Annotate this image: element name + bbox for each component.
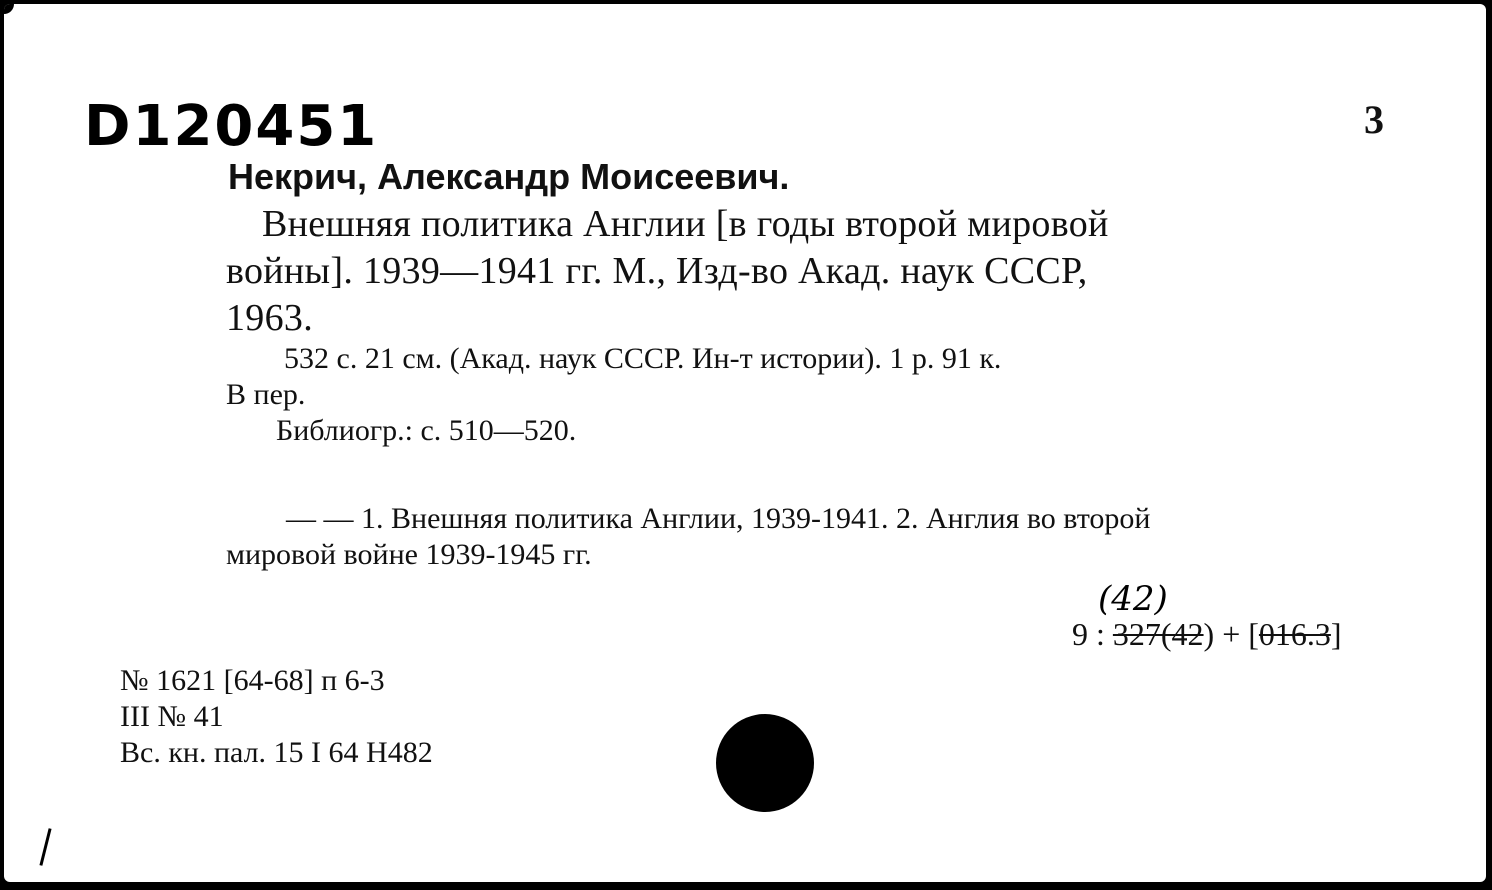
class-struck-code: 327(42 [1112, 616, 1204, 652]
author-heading: Некрич, Александр Моисеевич. [228, 156, 790, 197]
class-middle: ) + [ [1203, 616, 1259, 652]
handwritten-class-correction: (42) [1098, 579, 1168, 619]
subject-line-2: мировой войне 1939-1945 гг. [226, 538, 592, 571]
record-index-line: III № 41 [120, 700, 224, 733]
description-line-2: В пер. [226, 378, 306, 411]
bibliography-line: Библиогр.: с. 510—520. [276, 414, 577, 447]
title-line-2: войны]. 1939—1941 гг. М., Изд-во Акад. наук СССР, [226, 250, 1088, 292]
punch-hole [716, 714, 814, 812]
catalog-card [4, 4, 1486, 882]
class-struck-code-2: 016.3 [1258, 616, 1331, 652]
class-prefix: 9 : [1072, 616, 1113, 652]
subject-line-1: — — 1. Внешняя политика Англии, 1939-1941. 2. Англия во второй [286, 502, 1151, 535]
record-number-line: № 1621 [64-68] п 6-3 [120, 664, 385, 697]
classification-code [1072, 616, 1342, 653]
description-line-1: 532 с. 21 см. (Акад. наук СССР. Ин-т истории). 1 р. 91 к. [284, 342, 1002, 375]
handwritten-id: D120451 [84, 94, 379, 159]
chamber-line: Вс. кн. пал. 15 I 64 Н482 [120, 736, 433, 769]
corner-mark [4, 4, 14, 14]
class-suffix: ] [1330, 616, 1342, 652]
pencil-slash-mark [39, 828, 51, 866]
title-line-1: Внешняя политика Англии [в годы второй мировой [262, 203, 1109, 245]
title-line-3: 1963. [226, 297, 313, 339]
card-number: 3 [1364, 97, 1384, 142]
